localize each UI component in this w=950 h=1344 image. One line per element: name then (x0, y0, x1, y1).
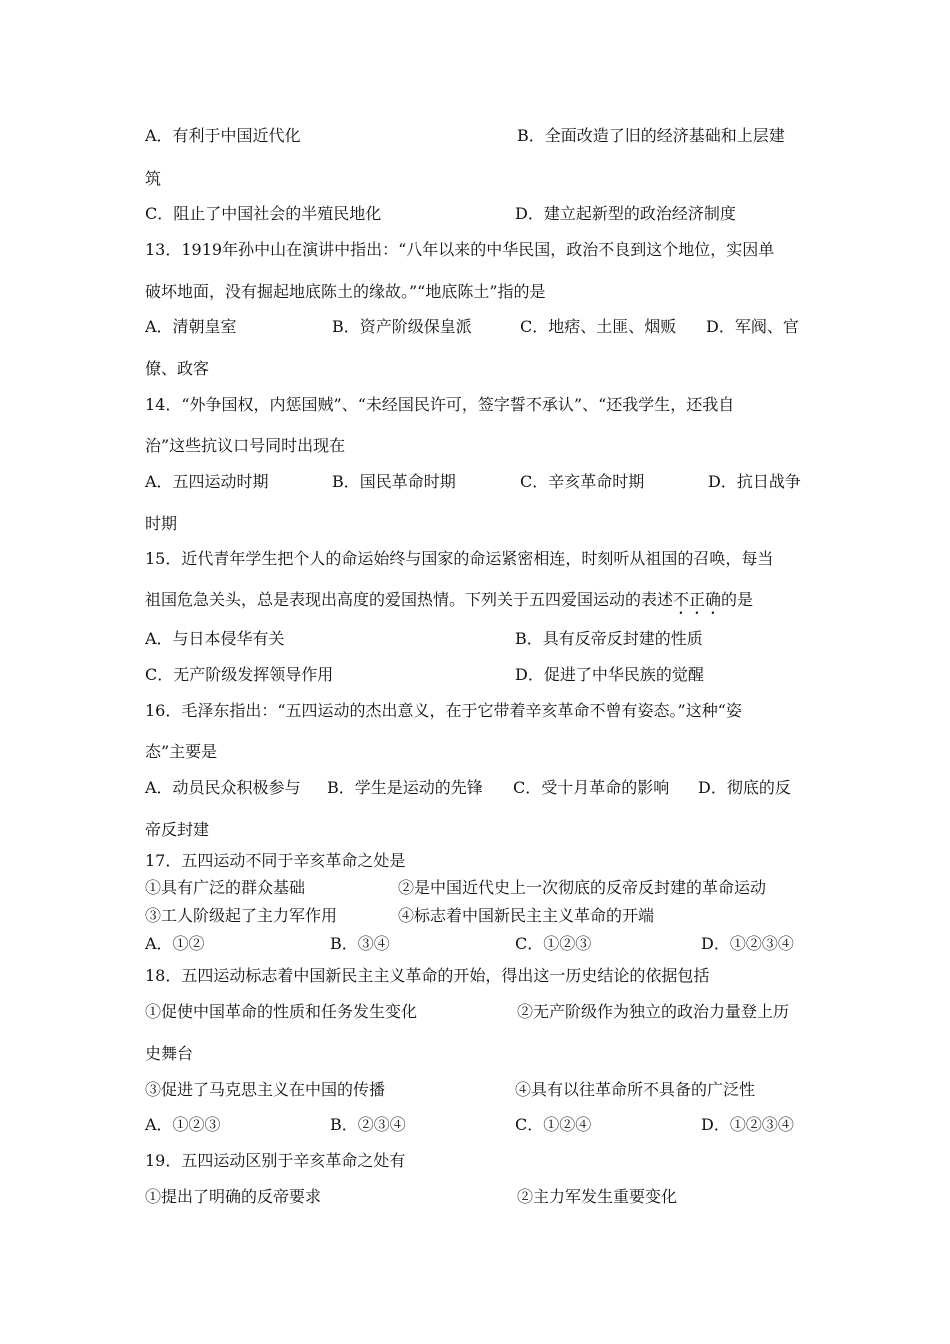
option-a: A．动员民众积极参与 (145, 778, 301, 797)
question-15-cont (145, 590, 753, 618)
option-a: A．①②③ (145, 1115, 221, 1134)
question-13-cont: 破坏地面，没有掘起地底陈土的缘故。”“地底陈土”指的是 (145, 282, 546, 301)
option-c: C．无产阶级发挥领导作用 (145, 665, 334, 684)
statement-2: ②是中国近代史上一次彻底的反帝反封建的革命运动 (398, 878, 767, 897)
q12-option-row (145, 204, 736, 224)
option-d: D．彻底的反 (698, 778, 791, 797)
question-17: 17．五四运动不同于辛亥革命之处是 (145, 851, 406, 870)
statement-1: ①促使中国革命的性质和任务发生变化 (145, 1002, 418, 1021)
statement-1: ①具有广泛的群众基础 (145, 878, 306, 897)
text-line: 史舞台 (145, 1044, 194, 1063)
q15-option-row (145, 665, 704, 685)
q16-option-row (145, 778, 791, 798)
option-b: B．资产阶级保皇派 (332, 317, 472, 336)
statement-4: ④标志着中国新民主主义革命的开端 (398, 906, 655, 925)
question-14-cont: 治”这些抗议口号同时出现在 (145, 436, 346, 455)
option-a: A．①② (145, 934, 205, 953)
option-c: C．受十月革命的影响 (513, 778, 670, 797)
option-b: B．③④ (330, 934, 390, 953)
question-16: 16．毛泽东指出：“五四运动的杰出意义，在于它带着辛亥革命不曾有姿态。”这种“姿 (145, 701, 742, 720)
question-19: 19．五四运动区别于辛亥革命之处有 (145, 1151, 406, 1170)
q15-option-row (145, 629, 703, 649)
text-line: 筑 (145, 169, 162, 188)
emphasis-text: 不正确 (673, 590, 722, 609)
stem-text-end: 的是 (721, 590, 754, 609)
option-a: A．清朝皇室 (145, 317, 237, 336)
question-15: 15．近代青年学生把个人的命运始终与国家的命运紧密相连，时刻听从祖国的召唤，每当 (145, 549, 774, 568)
question-13: 13．1919年孙中山在演讲中指出：“八年以来的中华民国，政治不良到这个地位，实因单 (145, 240, 775, 259)
option-b: B．学生是运动的先锋 (327, 778, 483, 797)
q18-statement-row (145, 1002, 790, 1022)
statement-3: ③促进了马克思主义在中国的传播 (145, 1080, 386, 1099)
q19-statement-row (145, 1187, 678, 1207)
option-d: D．①②③④ (701, 1115, 794, 1134)
statement-4: ④具有以往革命所不具备的广泛性 (515, 1080, 756, 1099)
q18-statement-row (145, 1080, 756, 1100)
option-a: A．五四运动时期 (145, 472, 269, 491)
option-a: A．与日本侵华有关 (145, 629, 285, 648)
option-b: B．国民革命时期 (332, 472, 456, 491)
option-a: A．有利于中国近代化 (145, 126, 301, 145)
option-d: D．①②③④ (701, 934, 794, 953)
option-c: C．①②④ (515, 1115, 592, 1134)
q12-option-row (145, 126, 785, 146)
option-c: C．辛亥革命时期 (520, 472, 645, 491)
text-line: 僚、政客 (145, 359, 210, 378)
statement-2: ②主力军发生重要变化 (517, 1187, 678, 1206)
q14-option-row (145, 472, 801, 492)
q17-option-row (145, 934, 794, 954)
statement-3: ③工人阶级起了主力军作用 (145, 906, 338, 925)
option-c: C．①②③ (515, 934, 592, 953)
q18-option-row (145, 1115, 794, 1135)
option-c: C．地痞、土匪、烟贩 (520, 317, 677, 336)
question-18: 18．五四运动标志着中国新民主主义革命的开始，得出这一历史结论的依据包括 (145, 966, 710, 985)
option-b: B．具有反帝反封建的性质 (515, 629, 703, 648)
text-line: 时期 (145, 514, 178, 533)
option-c: C．阻止了中国社会的半殖民地化 (145, 204, 382, 223)
statement-2: ②无产阶级作为独立的政治力量登上历 (517, 1002, 790, 1021)
option-b: B．全面改造了旧的经济基础和上层建 (517, 126, 785, 145)
option-d: D．建立起新型的政治经济制度 (515, 204, 736, 223)
q13-option-row (145, 317, 799, 337)
q17-statement-row (145, 906, 655, 926)
option-d: D．抗日战争 (708, 472, 801, 491)
option-b: B．②③④ (330, 1115, 406, 1134)
q17-statement-row (145, 878, 767, 898)
question-14: 14．“外争国权，内惩国贼”、“未经国民许可，签字誓不承认”、“还我学生，还我自 (145, 395, 735, 414)
text-line: 帝反封建 (145, 820, 210, 839)
stem-text: 祖国危急关头，总是表现出高度的爱国热情。下列关于五四爱国运动的表述 (145, 590, 674, 609)
statement-1: ①提出了明确的反帝要求 (145, 1187, 322, 1206)
option-d: D．军阀、官 (706, 317, 799, 336)
option-d: D．促进了中华民族的觉醒 (515, 665, 704, 684)
question-16-cont: 态”主要是 (145, 742, 218, 761)
